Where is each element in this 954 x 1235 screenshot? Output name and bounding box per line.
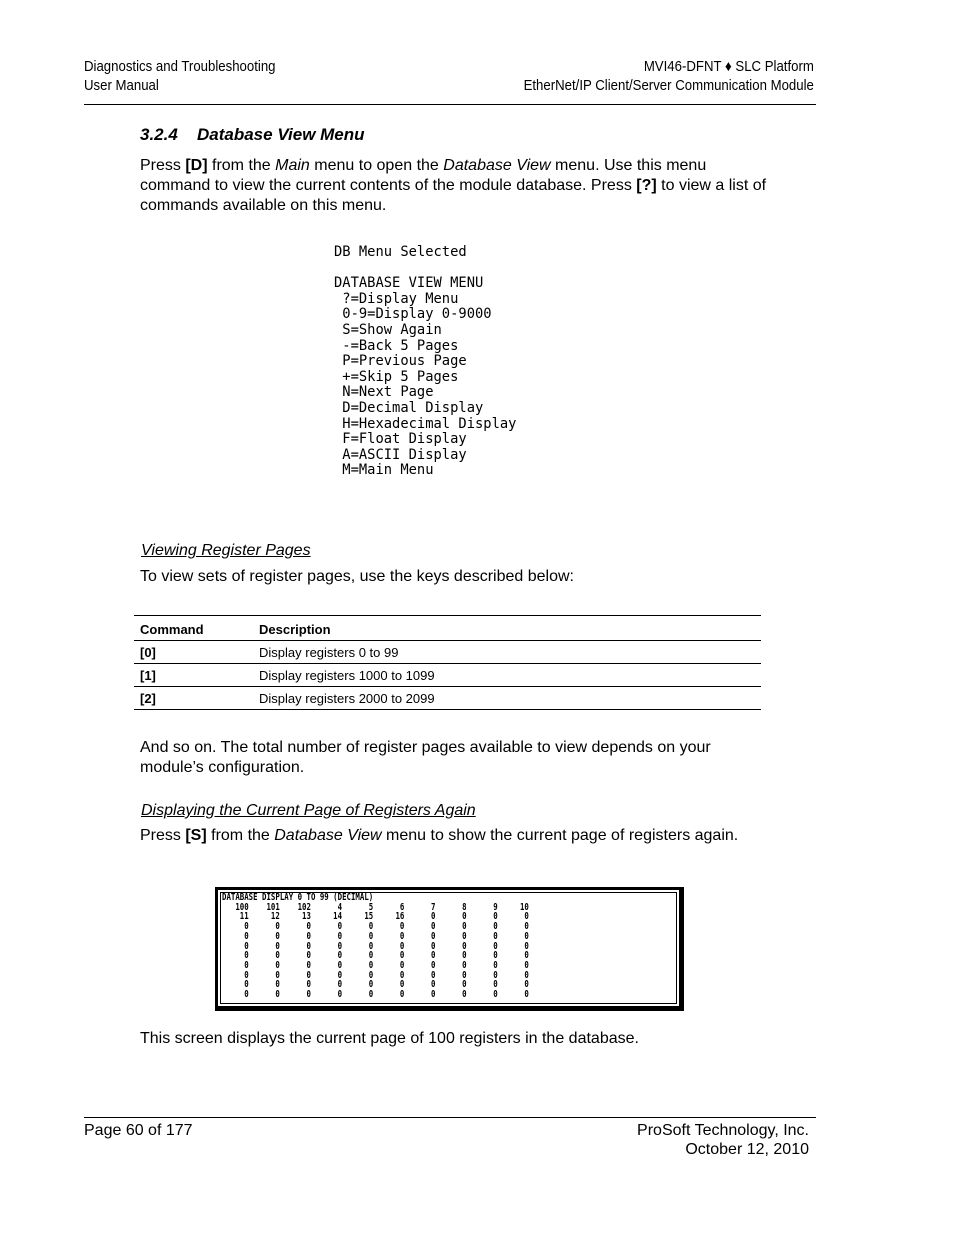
page-header-right	[524, 57, 814, 95]
footer-company: ProSoft Technology, Inc.	[637, 1122, 809, 1139]
show-again-heading: Displaying the Current Page of Registers Again	[141, 802, 476, 819]
console-line: D=Decimal Display	[334, 399, 484, 416]
table-row	[134, 664, 761, 687]
database-display-line: 0 0 0 0 0 0 0 0 0 0	[222, 940, 529, 952]
section-number: 3.2.4	[140, 125, 178, 144]
console-line: S=Show Again	[334, 321, 442, 338]
database-display-line: 0 0 0 0 0 0 0 0 0 0	[222, 930, 529, 942]
show-again-paragraph: Press [S] from the Database View menu to show the current page of registers again.	[140, 827, 739, 844]
viewing-register-pages-heading: Viewing Register Pages	[141, 542, 311, 559]
database-display-text	[222, 893, 529, 1000]
intro-paragraph: Press [D] from the Main menu to open the Database View menu. Use this menu command to view the current contents of the module database. Press [?] to view a list of commands available on this menu.	[140, 157, 767, 214]
database-display-line: 100 101 102 4 5 6 7 8 9 10	[222, 901, 529, 913]
console-line: H=Hexadecimal Display	[334, 415, 517, 432]
page-header-left	[84, 57, 276, 95]
console-line: DATABASE VIEW MENU	[334, 275, 484, 292]
database-display-line: 0 0 0 0 0 0 0 0 0 0	[222, 950, 529, 962]
database-view-menu-console	[334, 245, 516, 479]
console-line: N=Next Page	[334, 384, 434, 401]
description-cell: Display registers 0 to 99	[253, 641, 761, 664]
footer-date: October 12, 2010	[685, 1141, 809, 1158]
console-line: -=Back 5 Pages	[334, 337, 459, 354]
header-chapter-title: Diagnostics and Troubleshooting	[84, 58, 276, 75]
description-cell: Display registers 1000 to 1099	[253, 664, 761, 687]
command-cell: [1]	[134, 664, 253, 687]
console-line	[334, 261, 516, 277]
database-display-line: 11 12 13 14 15 16 0 0 0 0	[222, 911, 529, 923]
database-display-line: 0 0 0 0 0 0 0 0 0 0	[222, 921, 529, 933]
key-d: [D]	[185, 157, 208, 174]
viewing-register-pages-text: To view sets of register pages, use the keys described below:	[140, 568, 574, 585]
column-header-description: Description	[253, 616, 761, 641]
header-module: EtherNet/IP Client/Server Communication Module	[523, 77, 814, 94]
console-line: A=ASCII Display	[334, 446, 467, 463]
key-s: [S]	[185, 827, 207, 844]
table-row	[134, 641, 761, 664]
column-header-command: Command	[134, 616, 253, 641]
footer-right	[637, 1121, 809, 1159]
header-doc-type: User Manual	[84, 77, 159, 94]
database-display-line: 0 0 0 0 0 0 0 0 0 0	[222, 969, 529, 981]
description-cell: Display registers 2000 to 2099	[253, 687, 761, 710]
section-title: Database View Menu	[197, 125, 365, 144]
footer-divider	[84, 1117, 816, 1118]
and-so-on-paragraph: And so on. The total number of register pages available to view depends on your module’s configuration.	[140, 739, 711, 776]
header-divider	[84, 104, 816, 105]
database-view-ref: Database View	[443, 157, 551, 174]
console-line: 0-9=Display 0-9000	[334, 306, 492, 323]
console-line: ?=Display Menu	[334, 290, 459, 307]
section-heading	[140, 125, 365, 145]
console-line: +=Skip 5 Pages	[334, 368, 459, 385]
console-line: P=Previous Page	[334, 353, 467, 370]
key-question: [?]	[636, 177, 657, 194]
database-display-line: 0 0 0 0 0 0 0 0 0 0	[222, 959, 529, 971]
header-product: MVI46-DFNT ♦ SLC Platform	[643, 58, 814, 75]
table-header-row	[134, 616, 761, 641]
console-line: DB Menu Selected	[334, 244, 467, 260]
console-line: M=Main Menu	[334, 462, 434, 479]
command-cell: [0]	[134, 641, 253, 664]
database-display-line: 0 0 0 0 0 0 0 0 0 0	[222, 989, 529, 1001]
command-cell: [2]	[134, 687, 253, 710]
database-display-line: DATABASE DISPLAY 0 TO 99 (DECIMAL)	[222, 892, 374, 903]
database-display-line: 0 0 0 0 0 0 0 0 0 0	[222, 979, 529, 991]
main-menu-ref: Main	[275, 157, 310, 174]
console-line: F=Float Display	[334, 431, 467, 448]
page-number: Page 60 of 177	[84, 1122, 193, 1139]
table-row	[134, 687, 761, 710]
database-view-ref: Database View	[274, 827, 382, 844]
command-table	[134, 615, 761, 710]
closing-paragraph: This screen displays the current page of 100 registers in the database.	[140, 1030, 639, 1047]
